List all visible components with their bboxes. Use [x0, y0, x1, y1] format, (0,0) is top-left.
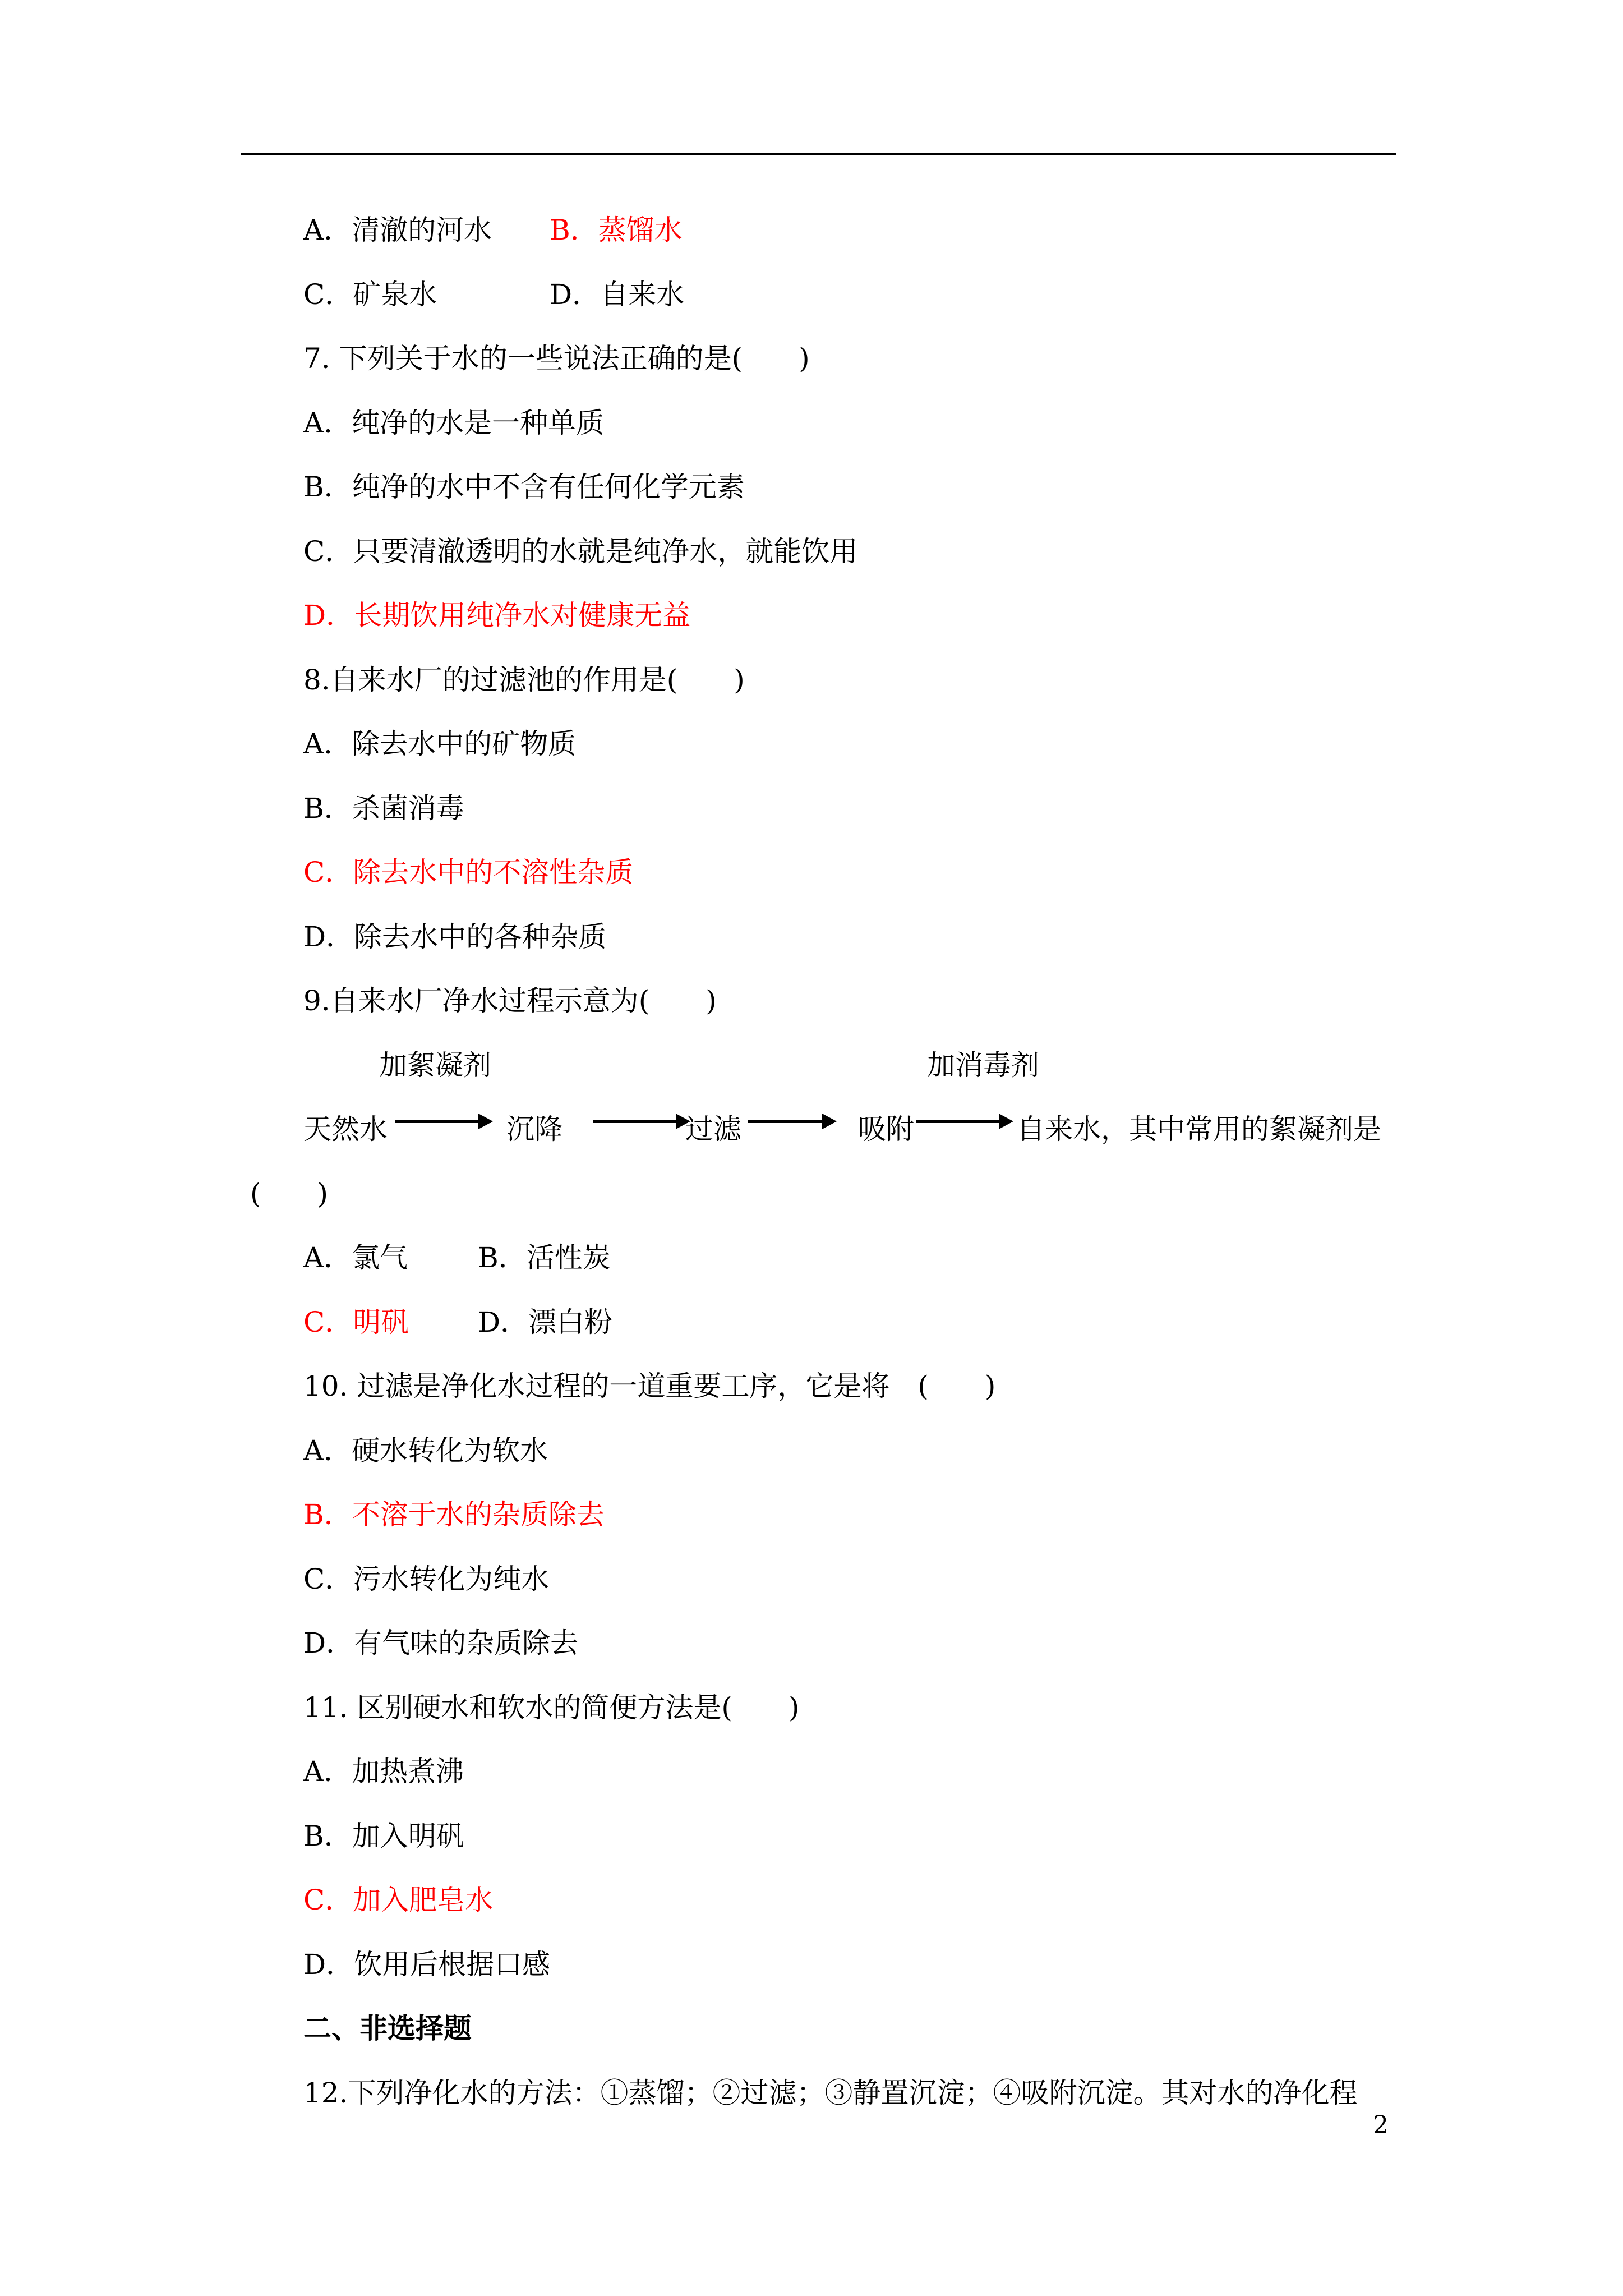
q8-option-a: A．除去水中的矿物质 — [303, 728, 577, 760]
q11-option-a: A．加热煮沸 — [303, 1755, 464, 1788]
process-arrow — [593, 1120, 688, 1123]
q6-option-c: C．矿泉水 — [303, 278, 437, 311]
q6-option-b-answer: B．蒸馏水 — [550, 214, 683, 246]
q7-option-b: B．纯净的水中不含有任何化学元素 — [303, 471, 745, 503]
q10-option-d: D．有气味的杂质除去 — [303, 1627, 579, 1659]
process-arrow — [395, 1120, 491, 1123]
q8-stem: 8.自来水厂的过滤池的作用是( ) — [303, 664, 745, 696]
q11-option-d: D．饮用后根据口感 — [303, 1948, 551, 1981]
process-arrow — [916, 1120, 1011, 1123]
q6-option-a: A．清澈的河水 — [303, 214, 492, 246]
q9-option-a: A．氯气 — [303, 1241, 408, 1274]
q9-stem: 9.自来水厂净水过程示意为( ) — [303, 984, 717, 1017]
q9-tail-text: 自来水，其中常用的絮凝剂是 — [1017, 1113, 1381, 1145]
process-arrow — [748, 1120, 834, 1123]
q9-step-settle: 沉降 — [506, 1113, 562, 1145]
q11-option-c-answer: C．加入肥皂水 — [303, 1884, 494, 1916]
q9-label-flocculant: 加絮凝剂 — [379, 1049, 491, 1082]
q7-option-a: A．纯净的水是一种单质 — [303, 407, 605, 439]
q10-stem: 10. 过滤是净化水过程的一道重要工序，它是将 ( ) — [303, 1370, 996, 1402]
q9-option-b: B．活性炭 — [478, 1241, 611, 1274]
q11-option-b: B．加入明矾 — [303, 1820, 464, 1852]
header-rule — [241, 153, 1396, 155]
q6-option-d: D．自来水 — [550, 278, 685, 311]
q9-label-disinfectant: 加消毒剂 — [927, 1049, 1039, 1082]
q9-option-c-answer: C．明矾 — [303, 1306, 409, 1338]
q10-option-a: A．硬水转化为软水 — [303, 1434, 548, 1467]
q7-option-c: C．只要清澈透明的水就是纯净水，就能饮用 — [303, 535, 858, 568]
q10-option-b-answer: B．不溶于水的杂质除去 — [303, 1498, 605, 1531]
q9-step-filter: 过滤 — [685, 1113, 741, 1145]
q10-option-c: C．污水转化为纯水 — [303, 1563, 550, 1595]
q12-stem: 12.下列净化水的方法：①蒸馏；②过滤；③静置沉淀；④吸附沉淀。其对水的净化程 — [303, 2077, 1358, 2109]
section-heading: 二、非选择题 — [303, 2012, 472, 2045]
q9-answer-blank: ( ) — [250, 1177, 329, 1210]
q9-step-adsorb: 吸附 — [858, 1113, 914, 1145]
q8-option-b: B．杀菌消毒 — [303, 792, 464, 825]
q8-option-d: D．除去水中的各种杂质 — [303, 921, 607, 953]
q11-stem: 11. 区别硬水和软水的简便方法是( ) — [303, 1691, 800, 1724]
q9-option-d: D．漂白粉 — [478, 1306, 613, 1338]
q7-stem: 7. 下列关于水的一些说法正确的是( ) — [303, 342, 810, 375]
q7-option-d-answer: D．长期饮用纯净水对健康无益 — [303, 599, 691, 632]
page-number: 2 — [1373, 2111, 1389, 2139]
q9-step-natural-water: 天然水 — [303, 1113, 388, 1145]
q8-option-c-answer: C．除去水中的不溶性杂质 — [303, 856, 634, 889]
